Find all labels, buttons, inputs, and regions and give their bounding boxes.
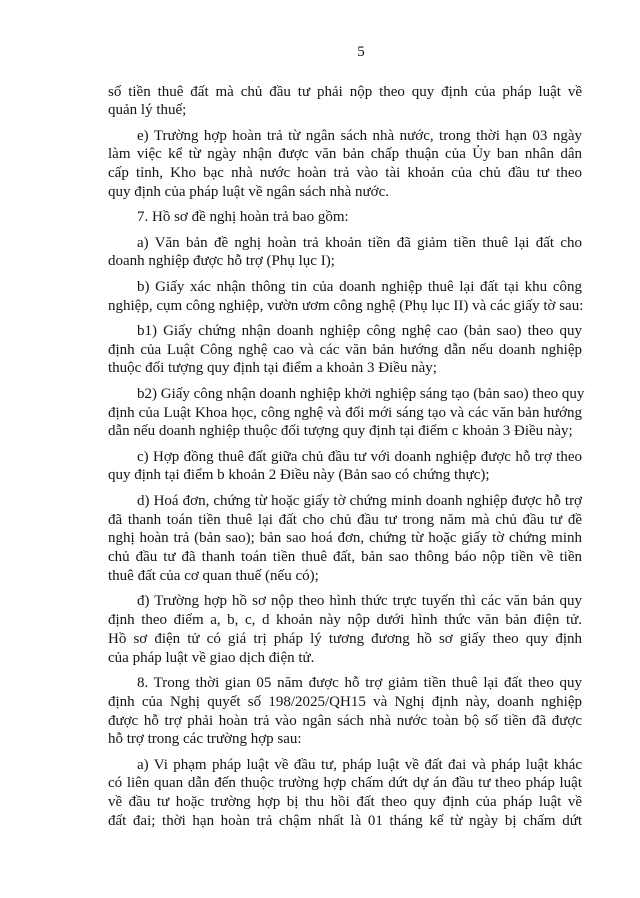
text-line: b2) Giấy công nhận doanh nghiệp khởi nghiệp sáng tạo (bản sao) theo quy [137,385,585,402]
text-line: hỗ trợ trong các trường hợp sau: [108,731,302,748]
paragraph [108,322,582,378]
text-line: Hồ sơ điện tử có giá trị pháp lý tương đương hồ sơ giấy theo quy định [108,630,582,647]
paragraph [108,592,582,667]
text-line: quy định tại điểm b khoản 2 Điều này (Bản sao có chứng thực); [108,467,490,484]
paragraph [108,208,582,227]
text-line: định của Nghị quyết số 198/2025/QH15 và Nghị định này, doanh nghiệp [108,693,582,710]
text-line: được hỗ trợ phải hoàn trả vào ngân sách nhà nước toàn bộ số tiền đã được [108,712,582,729]
text-line: d) Hoá đơn, chứng từ hoặc giấy tờ chứng minh doanh nghiệp được hỗ trợ [137,492,582,509]
text-line: e) Trường hợp hoàn trả từ ngân sách nhà nước, trong thời hạn 03 ngày [137,127,582,144]
paragraph [108,448,582,486]
text-line: đ) Trường hợp hồ sơ nộp theo hình thức trực tuyến thì các văn bản quy [137,593,582,610]
text-line: đất đai; thời hạn hoàn trả chậm nhất là 01 tháng kể từ ngày bị chấm dứt [108,812,582,829]
page-number: 5 [357,44,365,60]
paragraph [108,385,585,441]
text-line: thuộc đối tượng quy định tại điểm a khoản 3 Điều này; [108,360,437,377]
text-line: của pháp luật về giao dịch điện tử. [108,649,315,666]
text-line: cấp tỉnh, Kho bạc nhà nước hoàn trả vào tài khoản của chủ đầu tư theo [108,165,582,182]
text-line: 7. Hồ sơ đề nghị hoàn trả bao gồm: [137,209,349,226]
text-line: nghị hoàn trả (bản sao); bản sao hoá đơn, chứng từ hoặc giấy tờ chứng minh [108,530,582,547]
text-line: c) Hợp đồng thuê đất giữa chủ đầu tư với doanh nghiệp được hỗ trợ theo [137,448,582,465]
paragraph [108,674,582,749]
text-line: định của Luật Công nghệ cao và các văn bản hướng dẫn nếu doanh nghiệp [108,341,582,358]
text-line: chủ đầu tư đã thanh toán tiền thuê đất, bản sao thông báo nộp tiền về tiền [108,549,582,566]
text-line: làm việc kể từ ngày nhận được văn bản chấp thuận của Ủy ban nhân dân [108,146,582,163]
paragraph [108,127,582,202]
paragraph [108,756,582,831]
text-line: định của Luật Khoa học, công nghệ và đổi mới sáng tạo và các văn bản hướng [108,404,582,421]
document-body [108,83,585,831]
paragraph [108,234,582,272]
text-line: đã thanh toán tiền thuê lại đất cho chủ đầu tư trong năm mà chủ đầu tư đề [108,511,582,528]
text-line: về đầu tư hoặc trường hợp bị thu hồi đất theo quy định của pháp luật về [108,794,582,811]
text-line: doanh nghiệp được hỗ trợ (Phụ lục I); [108,253,335,270]
text-line: 8. Trong thời gian 05 năm được hỗ trợ giảm tiền thuê lại đất theo quy [137,674,582,691]
text-line: a) Vi phạm pháp luật về đầu tư, pháp luật về đất đai và pháp luật khác [137,756,582,773]
paragraph-continuation [108,83,582,121]
text-line: a) Văn bản đề nghị hoàn trả khoản tiền đã giảm tiền thuê lại đất cho [137,234,582,251]
paragraph [108,278,582,316]
text-line: b1) Giấy chứng nhận doanh nghiệp công nghệ cao (bản sao) theo quy [137,322,582,339]
text-line: nghiệp, cụm công nghiệp, vườn ươm công nghệ (Phụ lục II) và các giấy tờ sau: [108,297,584,314]
text-line: quản lý thuế; [108,102,187,119]
text-line: có liên quan dẫn đến thuộc trường hợp chấm dứt dự án đầu tư theo pháp luật [108,775,582,792]
text-line: quy định của pháp luật về ngân sách nhà nước. [108,184,389,201]
paragraph [108,492,582,586]
text-line: số tiền thuê đất mà chủ đầu tư phải nộp theo quy định của pháp luật về [108,83,582,100]
text-line: b) Giấy xác nhận thông tin của doanh nghiệp thuê lại đất tại khu công [137,278,582,295]
text-line: dẫn nếu doanh nghiệp thuộc đối tượng quy định tại điểm c khoản 3 Điều này; [108,423,573,440]
text-line: thuê đất của cơ quan thuế (nếu có); [108,567,319,584]
text-line: định theo điểm a, b, c, d khoản này nộp dưới hình thức văn bản điện tử. [108,612,582,629]
